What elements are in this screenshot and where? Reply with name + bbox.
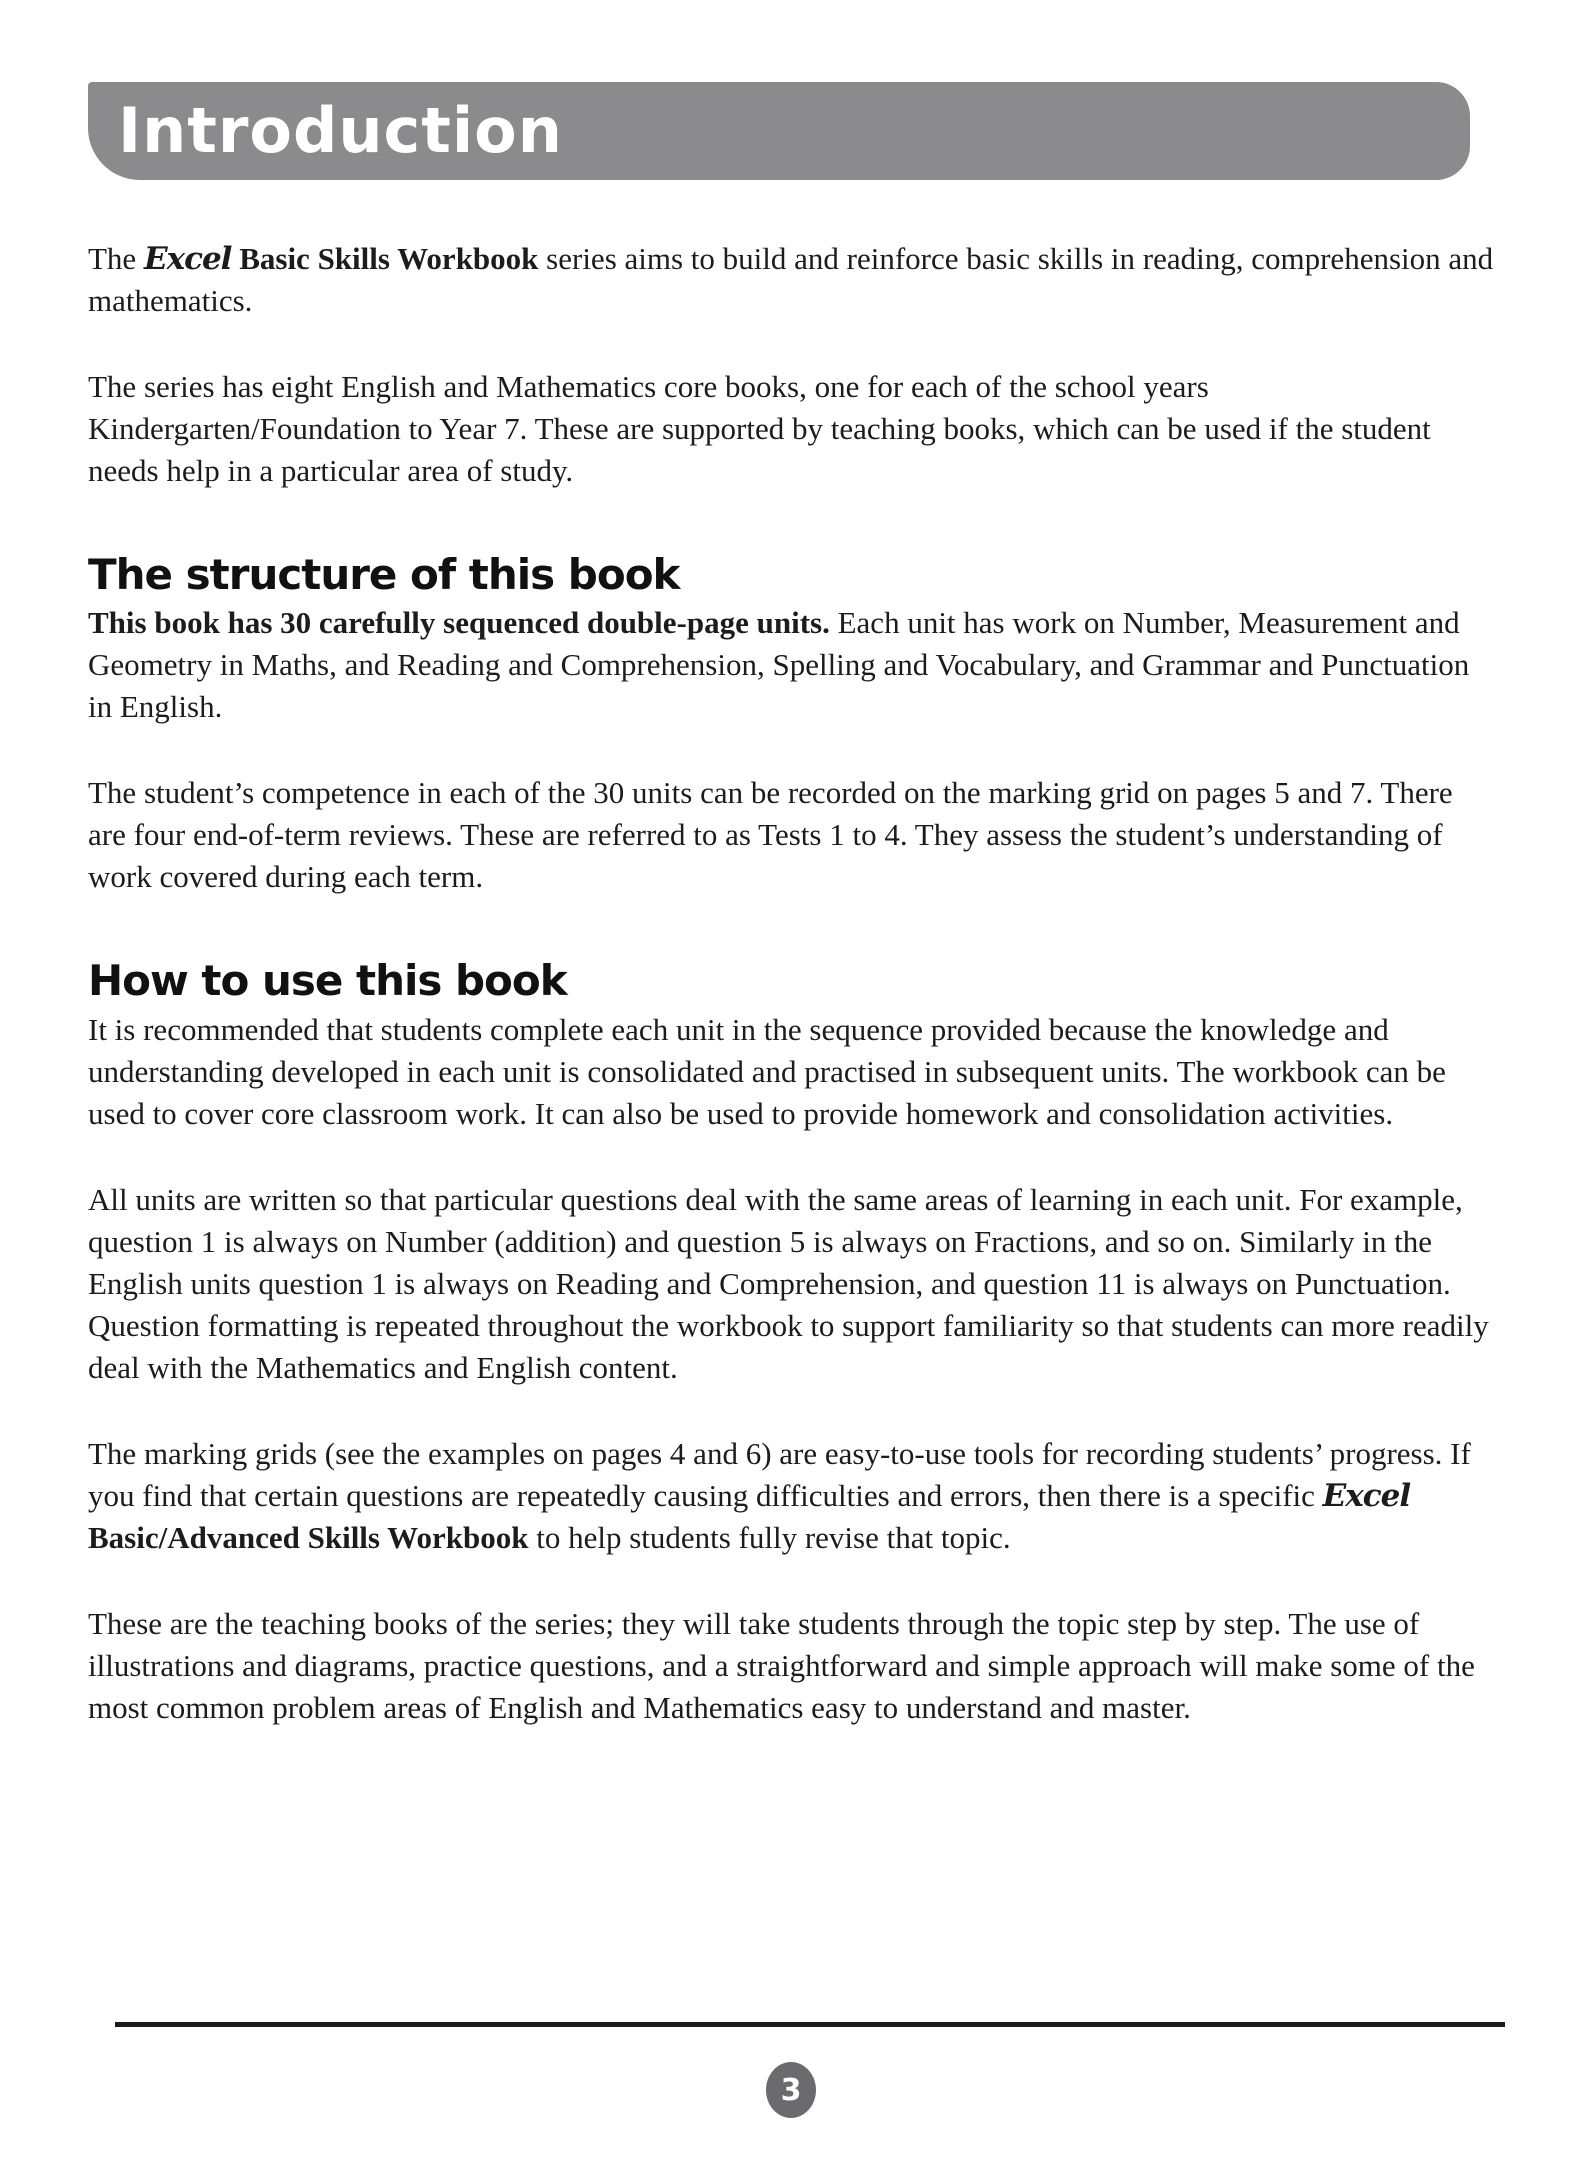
intro-paragraph-2: The series has eight English and Mathematics core books, one for each of the school years Kindergarten/Foundation to Year 7. These are supported by teaching books, which can be used if the student needs help in a particular area of study. bbox=[88, 369, 1431, 488]
howto-paragraph-1: It is recommended that students complete each unit in the sequence provided because the knowledge and understanding developed in each unit is consolidated and practised in subsequent units. The workbook can be used to cover core classroom work. It can also be used to provide homework and consolidation activities. bbox=[88, 1011, 1446, 1131]
bold-lead-sentence: This book has 30 carefully sequenced double-page units. bbox=[88, 605, 830, 641]
structure-paragraph-2: The student’s competence in each of the 30 units can be recorded on the marking grid on pages 5 and 7. There are four end-of-term reviews. These are referred to as Tests 1 to 4. They assess the student’s understanding of work covered during each term. bbox=[88, 775, 1453, 895]
chapter-title: Introduction bbox=[118, 94, 563, 167]
howto-paragraph-3 bbox=[88, 1433, 1498, 1559]
howto-paragraph-2: All units are written so that particular questions deal with the same areas of learning in each unit. For example, question 1 is always on Number (addition) and question 5 is always on Fractions, and so on. Similarly in the English units question 1 is always on Reading and Comprehension, and question 11 is always on Punctuation. Question formatting is repeated throughout the workbook to support familiarity so that students can more readily deal with the Mathematics and English content. bbox=[88, 1181, 1489, 1385]
structure-paragraph-1 bbox=[88, 602, 1498, 728]
page-number-badge bbox=[766, 2062, 816, 2118]
text-run: series aims to build and reinforce basic skills in reading, comprehension and mathematics. bbox=[88, 241, 1494, 318]
series-name-bold: Basic Skills Workbook bbox=[231, 241, 539, 276]
text-run: to help students fully revise that topic. bbox=[528, 1519, 1011, 1555]
page-number: 3 bbox=[780, 2072, 802, 2108]
text-run: Each unit has work on Number, Measurement and Geometry in Maths, and Reading and Comprehension, Spelling and Vocabulary, and Grammar and Punctuation in English. bbox=[88, 605, 1470, 725]
series-name-bold: Basic/Advanced Skills Workbook bbox=[88, 1519, 529, 1555]
chapter-banner bbox=[88, 82, 1470, 180]
structure-section-heading: The structure of this book bbox=[88, 550, 680, 599]
howto-section-heading: How to use this book bbox=[88, 956, 567, 1006]
text-run: The marking grids (see the examples on pages 4 and 6) are easy-to-use tools for recording students’ progress. If you find that certain questions are repeatedly causing difficulties and errors, then there is a specific bbox=[88, 1435, 1471, 1513]
text-run: The bbox=[88, 241, 144, 276]
page-body bbox=[88, 180, 1498, 1773]
howto-paragraph-4: These are the teaching books of the series; they will take students through the topic step by step. The use of illustrations and diagrams, practice questions, and a straightforward and simple approach will make some of the most common problem areas of English and Mathematics easy to understand and master. bbox=[88, 1605, 1475, 1725]
excel-logo-text: Excel bbox=[1322, 1477, 1411, 1514]
excel-logo-text: Excel bbox=[143, 241, 232, 277]
intro-paragraph-1 bbox=[88, 238, 1498, 322]
footer-divider-rule bbox=[115, 2022, 1505, 2027]
